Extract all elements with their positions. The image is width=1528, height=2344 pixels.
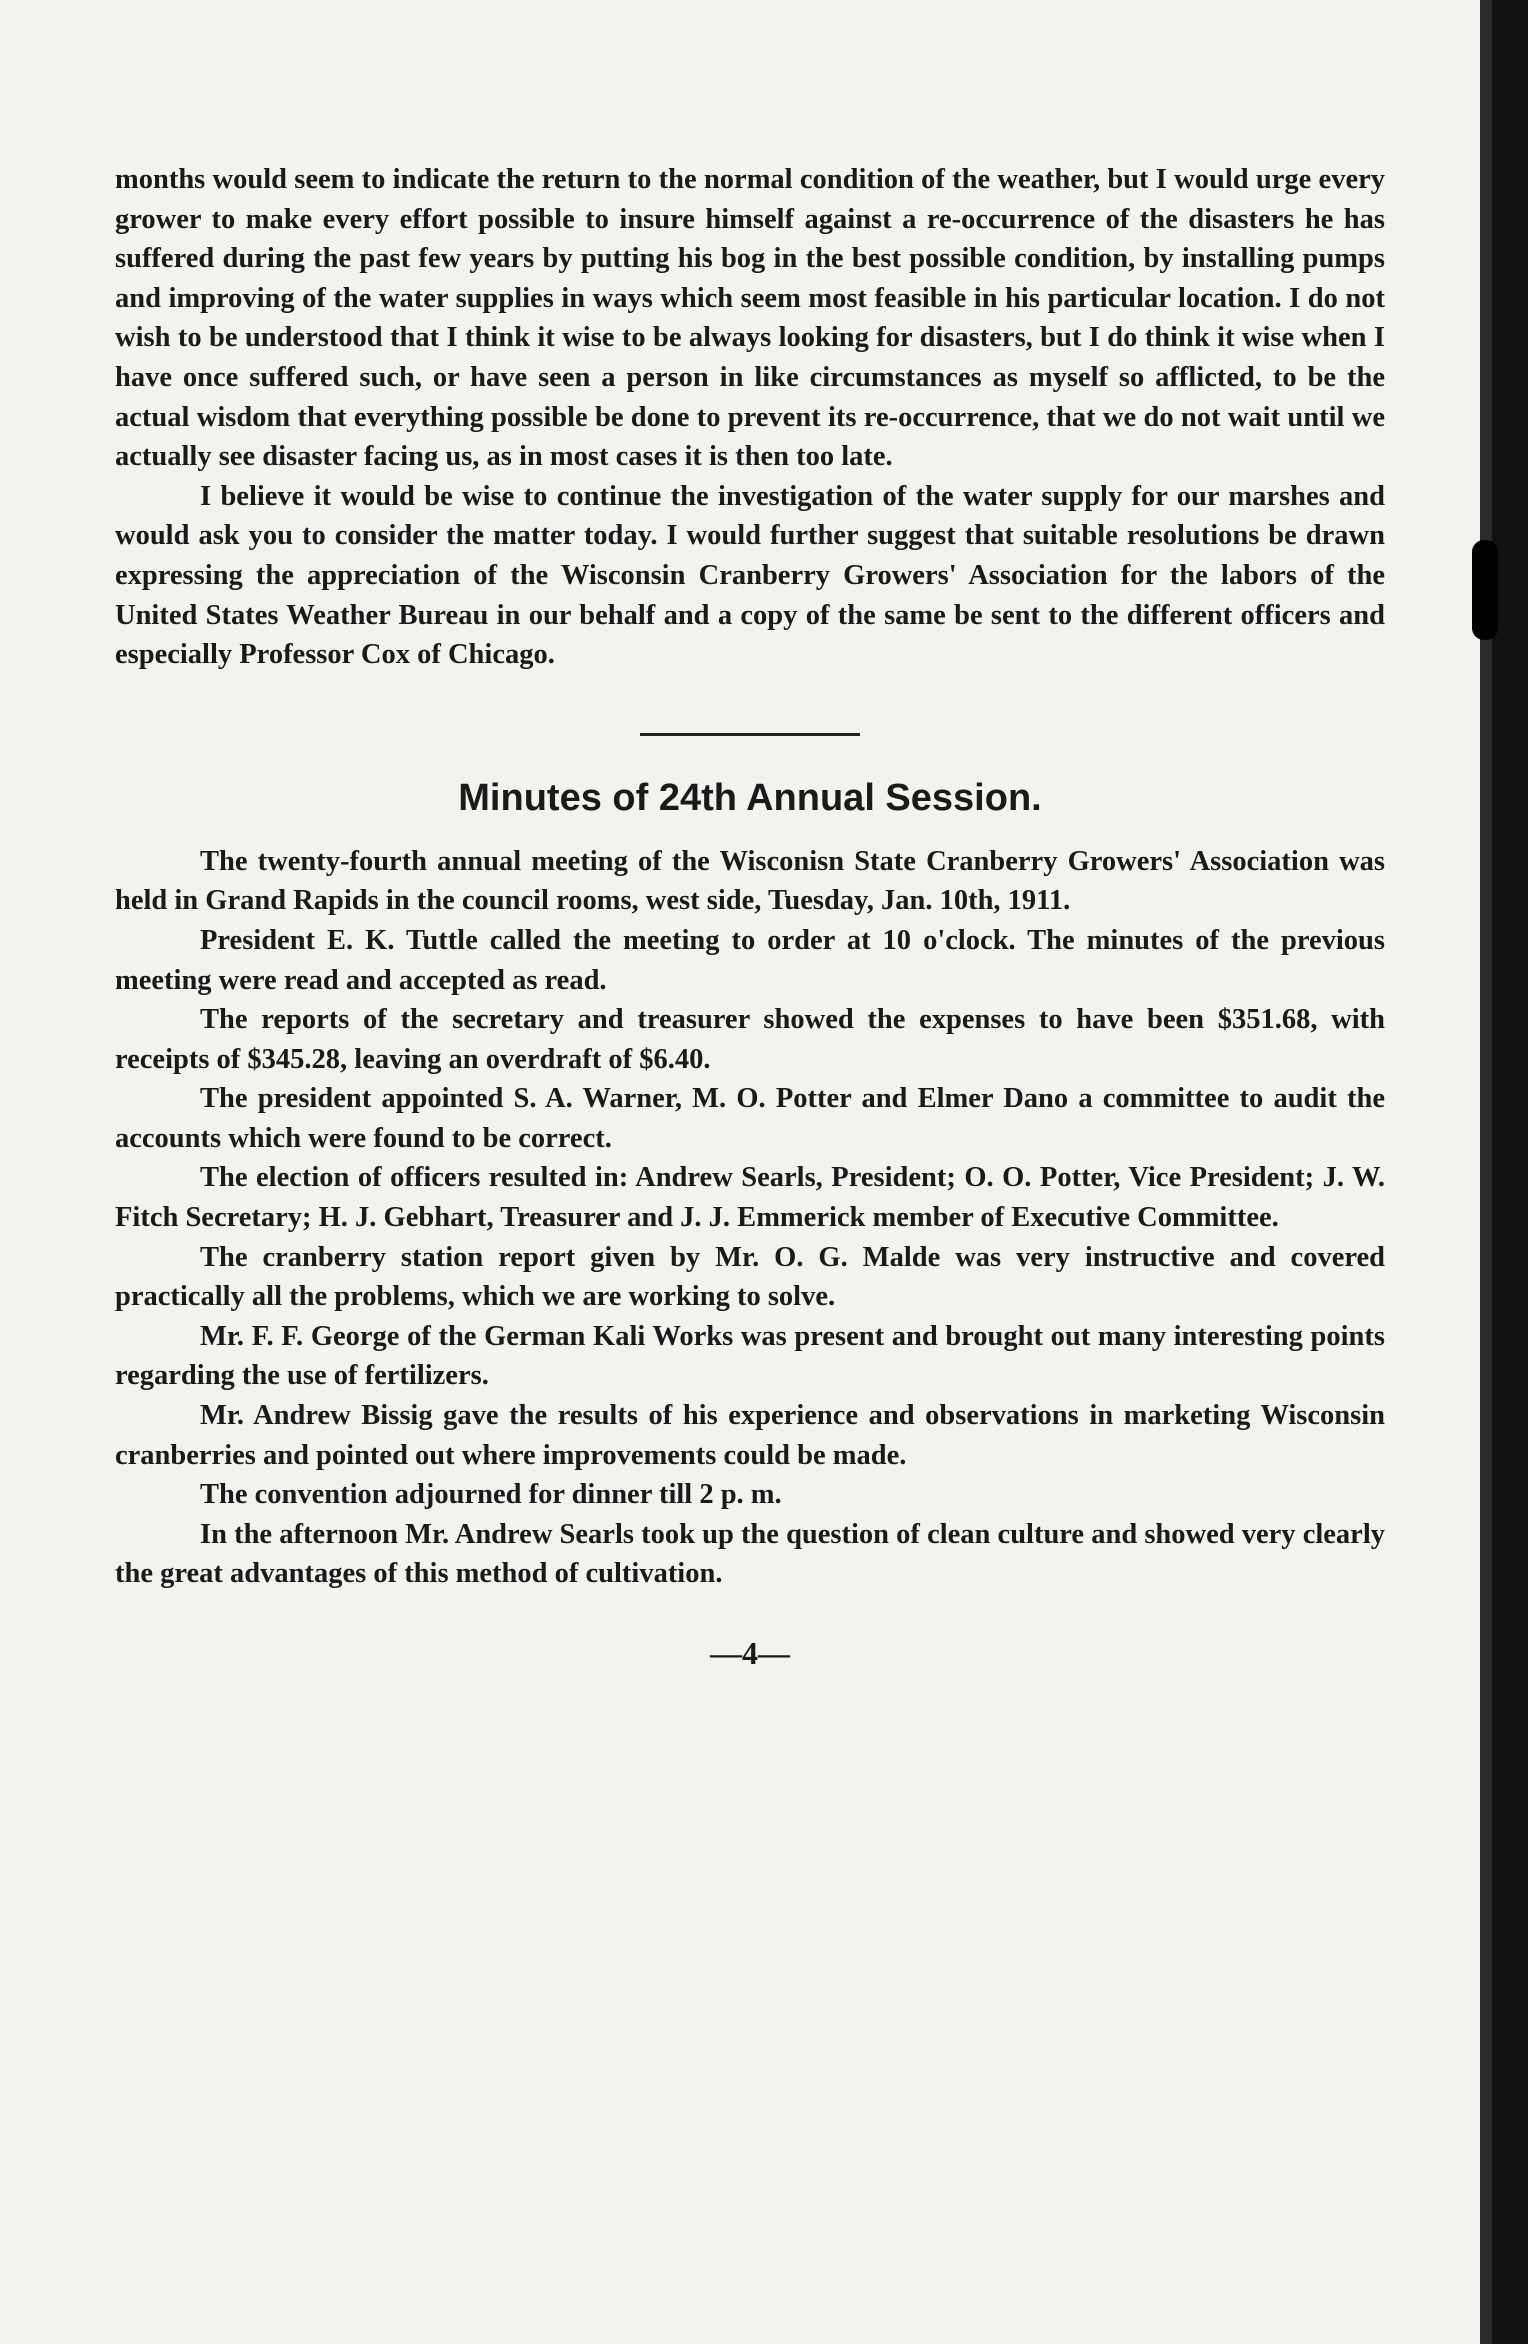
section-heading: Minutes of 24th Annual Session.	[458, 776, 1042, 819]
minutes-paragraph-marketing: Mr. Andrew Bissig gave the results of his experience and observations in marketing Wisconsin cranberries and pointed out where improvements could be made.	[115, 1400, 1385, 1471]
minutes-paragraph-election: The election of officers resulted in: Andrew Searls, President; O. O. Potter, Vice President; J. W. Fitch Secretary; H. J. Gebhart, Treasurer and J. J. Emmerick member of Executive Committee.	[115, 1162, 1385, 1234]
minutes-paragraph-meeting: The twenty-fourth annual meeting of the Wisconisn State Cranberry Growers' Association was held in Grand Rapids in the council rooms, west side, Tuesday, Jan. 10th, 1911.	[115, 845, 1385, 917]
section-divider	[640, 733, 860, 736]
binding-shadow	[1480, 0, 1492, 2344]
minutes-paragraph-reports: The reports of the secretary and treasurer showed the expenses to have been $351.68, with receipts of $345.28, leaving an overdraft of $6.40.	[115, 1004, 1385, 1075]
page-binding-edge	[1480, 0, 1528, 2344]
minutes-paragraph-president: President E. K. Tuttle called the meeting to order at 10 o'clock. The minutes of the previous meeting were read and accepted as read.	[115, 924, 1385, 996]
paragraph-continued: months would seem to indicate the return to the normal condition of the weather, but I would urge every grower to make every effort possible to insure himself against a re-occurrence of the disasters he has suffered during the past few years by putting his bog in the best possible condition, by installing pumps and improving of the water supplies in ways which seem most feasible in his particular location. I do not wish to be understood that I think it wise to be always looking for disasters, but I do think it wise when I have once suffered such, or have seen a person in like circumstances as myself so afflicted, to be the actual wisdom that everything possible be done to prevent its re-occurrence, that we do not wait until we actually see disaster facing us, as in most cases it is then too late.	[115, 164, 1385, 473]
binding-clip	[1472, 540, 1498, 640]
minutes-paragraph-fertilizers: Mr. F. F. George of the German Kali Works was present and brought out many interesting points regarding the use of fertilizers.	[115, 1320, 1385, 1392]
paragraph-water-supply: I believe it would be wise to continue the investigation of the water supply for our marshes and would ask you to consider the matter today. I would further suggest that suitable resolutions be drawn expressing the appreciation of the Wisconsin Cranberry Growers' Association for the labors of the United States Weather Bureau in our behalf and a copy of the same be sent to the different officers and especially Professor Cox of Chicago.	[115, 480, 1385, 671]
minutes-paragraph-audit: The president appointed S. A. Warner, M. O. Potter and Elmer Dano a committee to audit the accounts which were found to be correct.	[115, 1083, 1385, 1154]
page-number: —4—	[710, 1635, 790, 1671]
minutes-paragraph-station-report: The cranberry station report given by Mr. O. G. Malde was very instructive and covered practically all the problems, which we are working to solve.	[115, 1241, 1385, 1313]
minutes-paragraph-adjourned: The convention adjourned for dinner till 2 p. m.	[200, 1479, 782, 1511]
minutes-paragraph-afternoon: In the afternoon Mr. Andrew Searls took up the question of clean culture and showed very clearly the great advantages of this method of cultivation.	[115, 1518, 1385, 1590]
body-text	[115, 160, 1385, 1674]
